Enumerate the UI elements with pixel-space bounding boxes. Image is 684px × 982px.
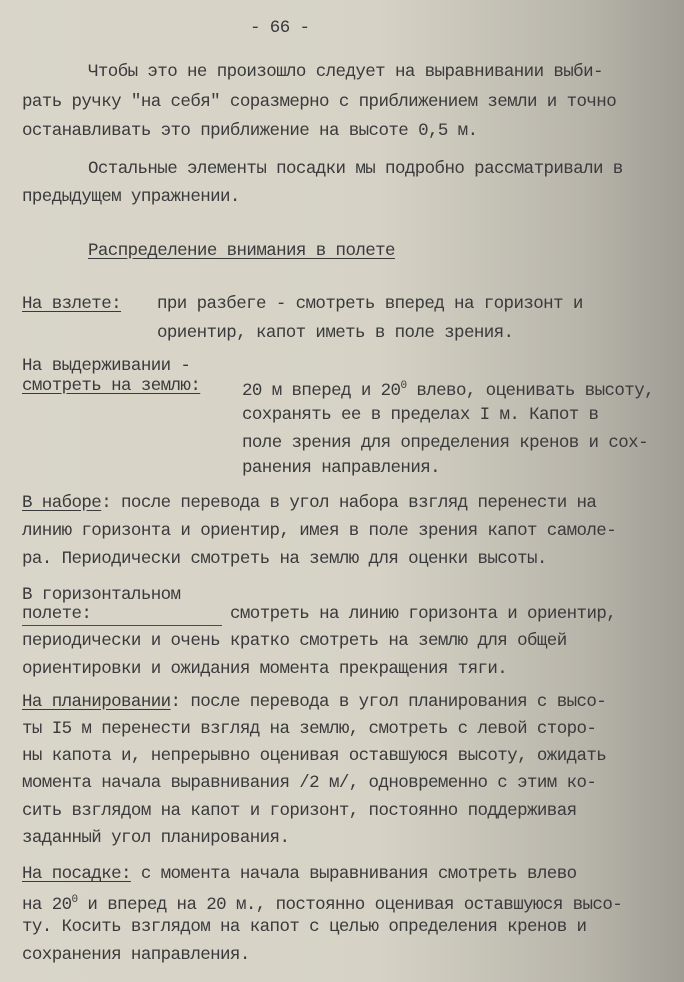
takeoff-line: при разбеге - смотреть вперед на горизонт и <box>157 294 583 314</box>
glide-text: : после перевода в угол планирования с высо- <box>170 692 607 712</box>
landing-text: и вперед на 20 м., постоянно оценивая оставшуюся высо- <box>77 895 623 915</box>
glide-line: заданный угол планирования. <box>22 828 290 848</box>
glide-line: момента начала выравнивания /2 м/, одновременно с этим ко- <box>22 773 597 793</box>
glide-line <box>22 692 606 712</box>
climb-line: ра. Периодически смотреть на землю для оценки высоты. <box>22 549 547 569</box>
level-label-underline <box>22 625 222 626</box>
glide-line: сить взглядом на капот и горизонт, постоянно поддерживая <box>22 801 577 821</box>
paragraph-line: останавливать это приближение на высоте 0,5 м. <box>22 121 478 141</box>
degree-sup: 0 <box>71 894 78 906</box>
level-label: В горизонтальном <box>22 585 181 605</box>
landing-line <box>22 890 622 915</box>
hold-line: сохранять ее в пределах I м. Капот в <box>242 405 599 425</box>
takeoff-line: ориентир, капот иметь в поле зрения. <box>157 323 514 343</box>
glide-line: ны капота и, непрерывно оценивая оставшуюся высоту, ожидать <box>22 746 607 766</box>
page-number: - 66 - <box>250 18 310 38</box>
hold-line <box>242 376 654 401</box>
hold-label: смотреть на землю: <box>22 376 201 396</box>
paragraph-line: Чтобы это не произошло следует на выравнивании выби- <box>88 62 603 82</box>
paragraph-line: предыдущем упражнении. <box>22 187 240 207</box>
paragraph-line: Остальные элементы посадки мы подробно рассматривали в <box>88 159 623 179</box>
landing-text: на 20 <box>22 895 72 915</box>
hold-line: поле зрения для определения кренов и сох- <box>242 433 648 453</box>
hold-label: На выдерживании - <box>22 356 191 376</box>
level-line: ориентировки и ожидания момента прекращения тяги. <box>22 659 508 679</box>
paragraph-line: рать ручку "на себя" соразмерно с приближением земли и точно <box>22 92 617 112</box>
climb-line <box>22 493 596 513</box>
landing-line: сохранения направления. <box>22 945 250 965</box>
landing-line: ту. Косить взглядом на капот с целью определения кренов и <box>22 917 587 937</box>
landing-text: с момента начала выравнивания смотреть влево <box>130 864 577 884</box>
hold-line: ранения направления. <box>242 458 441 478</box>
takeoff-label: На взлете: <box>22 294 122 314</box>
climb-line: линию горизонта и ориентир, имея в поле зрения капот самоле- <box>22 521 617 541</box>
level-line: смотреть на линию горизонта и ориентир, <box>230 604 617 624</box>
hold-line-text: влево, оценивать высоту, <box>406 381 654 401</box>
degree-sup: 0 <box>400 380 407 392</box>
glide-label: На планировании <box>22 692 171 712</box>
climb-text: : после перевода в угол набора взгляд перенести на <box>101 493 597 513</box>
level-label: полете: <box>22 604 92 624</box>
level-line: периодически и очень кратко смотреть на землю для общей <box>22 631 567 651</box>
landing-line <box>22 864 577 884</box>
climb-label: В наборе <box>22 493 102 513</box>
landing-label: На посадке: <box>22 864 131 884</box>
glide-line: ты I5 м перенести взгляд на землю, смотреть с левой сторо- <box>22 719 597 739</box>
hold-line-text: 20 м вперед и 20 <box>242 381 401 401</box>
section-heading: Распределение внимания в полете <box>88 241 395 261</box>
